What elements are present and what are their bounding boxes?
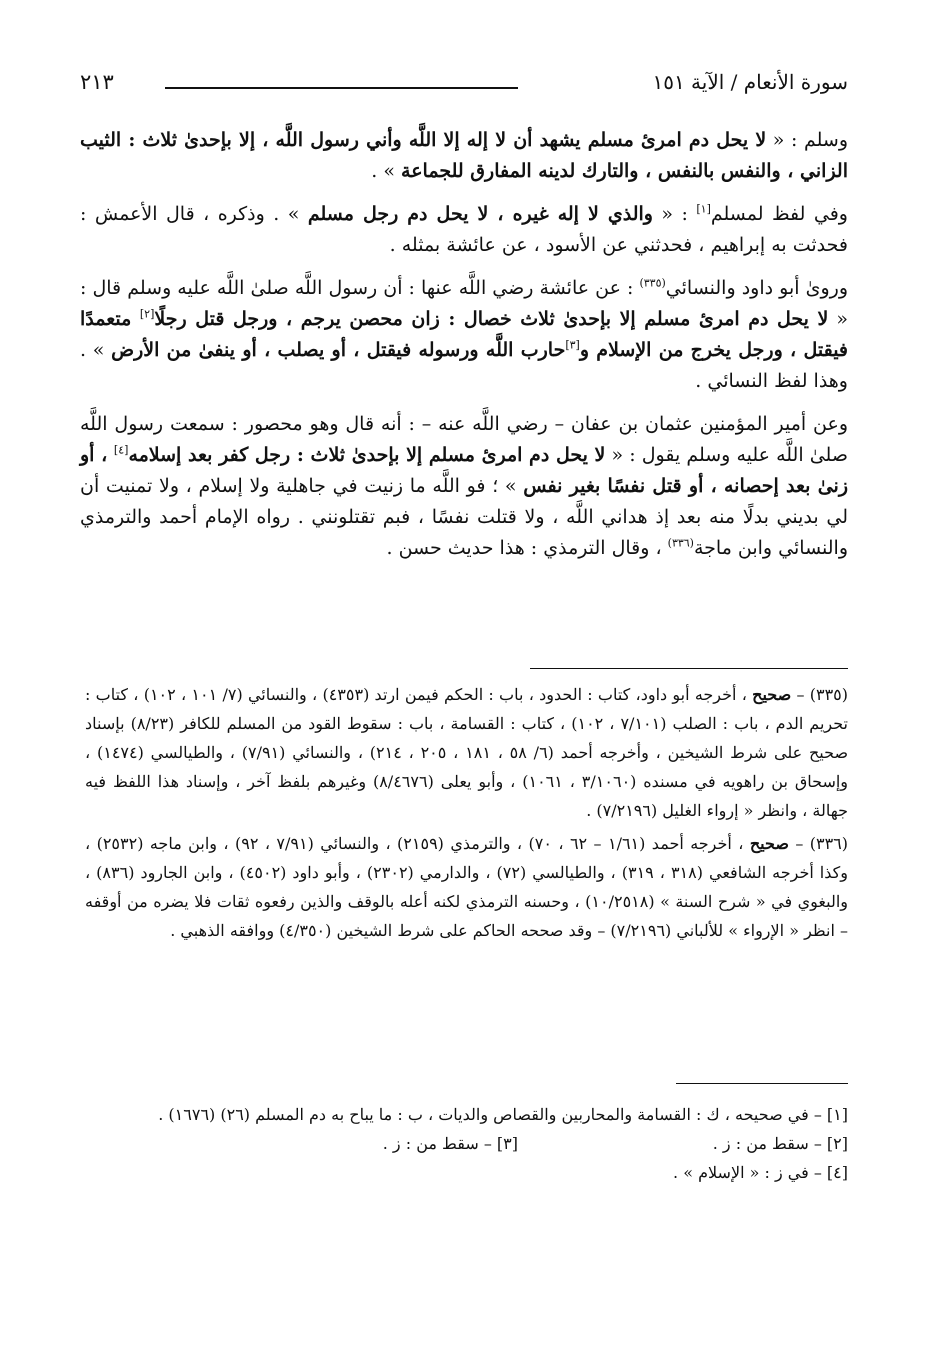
hadith-text: لا يحل دم امرئ مسلم إلا بإحدىٰ ثلاث خصال : زان محصن يرجم ، ورجل قتل رجلًا — [154, 308, 829, 330]
text: وسلم : « — [766, 129, 848, 151]
footnote-3: [٣] – سقط من : ز . — [382, 1134, 518, 1153]
footnote-ref: [١] — [696, 202, 711, 216]
footnote-1: [١] – في صحيحه ، ك : القسامة والمحاربين والقصاص والديات ، ب : ما يباح به دم المسلم (٢٦) (١٦٧٦) . — [158, 1105, 848, 1124]
footnote-ref: [٢] — [139, 307, 155, 321]
text: : « — [652, 203, 697, 225]
note-ref: (٣٣٥) — [639, 276, 666, 290]
text: : عن عائشة رضي اللَّه عنها : أن رسول اللَّه صلىٰ اللَّه عليه وسلم قال : « — [80, 277, 848, 330]
note-grade: صحيح — [752, 685, 792, 704]
text: » ؛ فو اللَّه ما زنيت في جاهلية ولا إسلام ، ولا تمنيت أن لي بديني بدلًا منه بعد إذ هداني اللَّه ، ولا قتلت نفسًا ، فبم تقتلونني . رواه الإمام أحمد والترمذي والنسائي وابن ماجة — [80, 475, 848, 559]
text: ، وقال الترمذي : هذا حديث حسن . — [386, 537, 668, 559]
hadith-text: لا يحل دم امرئ مسلم يشهد أن لا إله إلا اللَّه وأني رسول اللَّه ، إلا بإحدىٰ ثلاث : الثيب الزاني ، والنفس بالنفس ، والتارك لدينه المفارق للجماعة — [80, 129, 848, 182]
hadith-text: حارب اللَّه ورسوله فيقتل ، أو يصلب ، أو ينفىٰ من الأرض — [111, 339, 566, 361]
footnotes-divider — [676, 1083, 848, 1084]
note-335 — [85, 680, 848, 825]
text: » . — [371, 160, 402, 182]
page-number: ٢١٣ — [80, 70, 114, 94]
hadith-text: والذي لا إله غيره ، لا يحل دم رجل مسلم — [307, 203, 653, 225]
footnotes — [85, 1100, 848, 1187]
footnote-ref: [٣] — [565, 338, 580, 352]
main-text — [80, 125, 848, 576]
footnote-4: [٤] – في ز : « الإسلام » . — [673, 1163, 848, 1182]
text: وروىٰ أبو داود والنسائي — [665, 277, 848, 299]
note-number: (٣٣٦) – — [788, 834, 849, 853]
note-grade: صحيح — [749, 834, 789, 853]
text: وفي لفظ لمسلم — [710, 203, 848, 225]
notes-divider — [530, 668, 848, 669]
text: » . وهذا لفظ النسائي . — [80, 339, 848, 392]
paragraph-2 — [80, 199, 848, 261]
paragraph-3 — [80, 273, 848, 397]
note-number: (٣٣٥) – — [791, 685, 849, 704]
note-ref: (٣٣٦) — [667, 536, 694, 550]
page-header — [80, 70, 848, 102]
takhrij-notes — [85, 680, 848, 949]
footnote-ref: [٤] — [113, 443, 129, 457]
hadith-text: ، أو زنىٰ بعد إحصانه ، أو قتل نفسًا بغير نفس — [80, 444, 848, 497]
footnote-2: [٢] – سقط من : ز . — [712, 1134, 848, 1153]
text: » . وذكره ، قال الأعمش : فحدثت به إبراهيم ، فحدثني عن الأسود ، عن عائشة بمثله . — [80, 203, 848, 256]
running-title: سورة الأنعام / الآية ١٥١ — [652, 70, 848, 94]
paragraph-1 — [80, 125, 848, 187]
paragraph-4 — [80, 409, 848, 564]
text: وعن أمير المؤمنين عثمان بن عفان – رضي اللَّه عنه – : أنه قال وهو محصور : سمعت رسول اللَّه صلىٰ اللَّه عليه وسلم يقول : « — [80, 413, 848, 466]
note-text: ، أخرجه أحمد (١/٦١ – ٦٢ ، ٧٠) ، والترمذي (٢١٥٩) ، والنسائي (٧/٩١ ، ٩٢) ، وابن ماجه (٢٥٣٢) ، وكذا أخرجه الشافعي (٣١٨ ، ٣١٩) ، والطيالسي (٧٢) ، والدارمي (٢٣٠٢) ، وأبو داود (٤٥٠٢) ، وابن الجارود (٨٣٦) ، والبغوي في « شرح السنة » (١٠/٢٥١٨) ، وحسنه الترمذي لكنه أعله بالوقف والذين رفعوه ثقات فلا يضره من أوقفه – انظر « الإرواء » للألباني (٧/٢١٩٦) – وقد صححه الحاكم على شرط الشيخين (٤/٣٥٠) ووافقه الذهبي . — [85, 834, 849, 940]
footnote-row — [85, 1129, 848, 1158]
note-text: ، أخرجه أبو داود، كتاب : الحدود ، باب : الحكم فيمن ارتد (٤٣٥٣) ، والنسائي (٧/ ١٠١ ، ١٠٢) ، كتاب : تحريم الدم ، باب : الصلب (٧/١٠١ ، ١٠٢) ، كتاب : القسامة ، باب : سقوط القود من المسلم للكافر (٨/٢٣) بإسناد صحيح على شرط الشيخين ، وأخرجه أحمد (٦/ ٥٨ ، ١٨١ ، ٢٠٥ ، ٢١٤) ، والنسائي (٧/٩١) ، والطيالسي (١٤٧٤) ، وإسحاق بن راهويه في مسنده (٣/١٠٦٠ ، ١٠٦١) ، وأبو يعلى (٨/٤٦٧٦) وغيرهم بلفظ آخر ، وإسناد هذا اللفظ فيه جهالة ، وانظر « إرواء الغليل (٧/٢١٩٦) . — [85, 685, 849, 820]
note-336 — [85, 829, 848, 945]
header-rule — [165, 87, 518, 89]
hadith-text: متعمدًا فيقتل ، ورجل يخرج من الإسلام و — [80, 308, 849, 361]
hadith-text: لا يحل دم امرئ مسلم إلا بإحدىٰ ثلاث : رجل كفر بعد إسلامه — [128, 444, 606, 466]
